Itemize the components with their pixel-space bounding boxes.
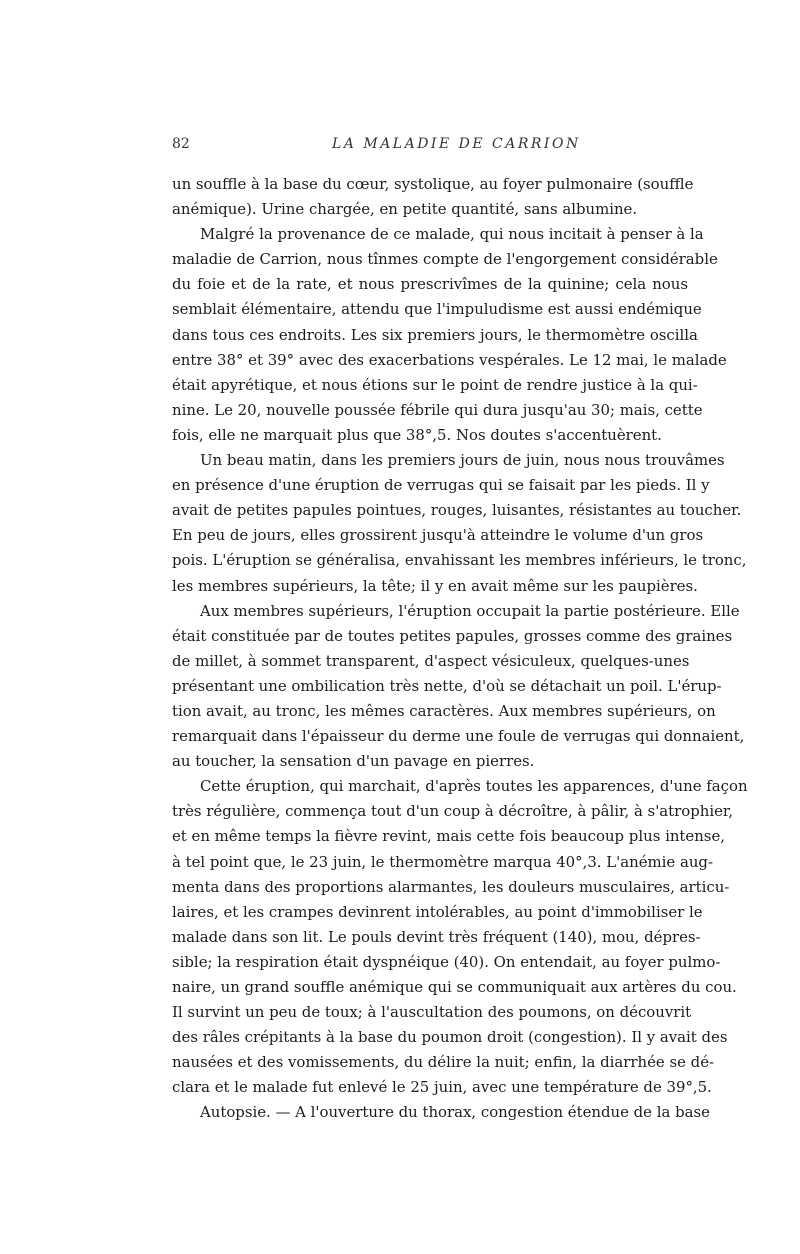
running-title: LA MALADIE DE CARRION: [332, 136, 581, 152]
text-line: était constituée par de toutes petites papules, grosses comme des graines: [172, 626, 733, 645]
text-line: En peu de jours, elles grossirent jusqu'à atteindre le volume d'un gros: [172, 526, 704, 545]
text-line: présentant une ombilication très nette, d'où se détachait un poil. L'érup-: [172, 676, 722, 695]
paragraph-start-line: Un beau matin, dans les premiers jours de juin, nous nous trouvâmes: [200, 451, 725, 470]
text-line: laires, et les crampes devinrent intolérables, au point d'immobiliser le: [172, 902, 703, 921]
paragraph-start-line: Malgré la provenance de ce malade, qui nous incitait à penser à la: [200, 225, 704, 244]
text-line: malade dans son lit. Le pouls devint très fréquent (140), mou, dépres-: [172, 927, 701, 946]
text-line: pois. L'éruption se généralisa, envahissant les membres inférieurs, le tronc,: [172, 551, 747, 570]
text-line: des râles crépitants à la base du poumon droit (congestion). Il y avait des: [172, 1028, 728, 1047]
text-line: et en même temps la fièvre revint, mais cette fois beaucoup plus intense,: [172, 827, 725, 846]
text-line: au toucher, la sensation d'un pavage en pierres.: [172, 752, 535, 771]
page-header: [172, 136, 688, 158]
text-line: remarquait dans l'épaisseur du derme une foule de verrugas qui donnaient,: [172, 727, 745, 746]
text-line: menta dans des proportions alarmantes, les douleurs musculaires, articu-: [172, 877, 730, 896]
text-line: un souffle à la base du cœur, systolique, au foyer pulmonaire (souffle: [172, 175, 694, 193]
text-line: de millet, à sommet transparent, d'aspect vésiculeux, quelques-unes: [172, 651, 690, 670]
text-line: était apyrétique, et nous étions sur le point de rendre justice à la qui-: [172, 375, 698, 394]
text-line: dans tous ces endroits. Les six premiers jours, le thermomètre oscilla: [172, 325, 698, 344]
text-line: maladie de Carrion, nous tînmes compte de l'engorgement considérable: [172, 250, 718, 269]
text-line: semblait élémentaire, attendu que l'impuludisme est aussi endémique: [172, 300, 702, 319]
text-line: anémique). Urine chargée, en petite quantité, sans albumine.: [172, 200, 638, 219]
text-line: avait de petites papules pointues, rouges, luisantes, résistantes au toucher.: [172, 501, 742, 520]
body-text: [172, 172, 748, 1126]
paragraph-start-line: Aux membres supérieurs, l'éruption occupait la partie postérieure. Elle: [200, 601, 740, 620]
text-line: nausées et des vomissements, du délire la nuit; enfin, la diarrhée se dé-: [172, 1053, 715, 1072]
paragraph-start-line: Cette éruption, qui marchait, d'après toutes les apparences, d'une façon: [200, 777, 748, 796]
text-line: entre 38° et 39° avec des exacerbations vespérales. Le 12 mai, le malade: [172, 350, 727, 369]
text-line: nine. Le 20, nouvelle poussée fébrile qui dura jusqu'au 30; mais, cette: [172, 400, 703, 419]
text-line: du foie et de la rate, et nous prescrivîmes de la quinine; cela nous: [172, 275, 688, 294]
text-line: à tel point que, le 23 juin, le thermomètre marqua 40°,3. L'anémie aug-: [172, 852, 713, 871]
text-line: en présence d'une éruption de verrugas qui se faisait par les pieds. Il y: [172, 476, 710, 495]
text-line: Il survint un peu de toux; à l'auscultation des poumons, on découvrit: [172, 1003, 692, 1022]
text-line: très régulière, commença tout d'un coup à décroître, à pâlir, à s'atrophier,: [172, 802, 734, 821]
page-number: 82: [172, 136, 190, 152]
text-line: sible; la respiration était dyspnéique (40). On entendait, au foyer pulmo-: [172, 952, 721, 971]
text-line: les membres supérieurs, la tête; il y en avait même sur les paupières.: [172, 576, 698, 595]
paragraph-start-line: Autopsie. — A l'ouverture du thorax, congestion étendue de la base: [200, 1103, 710, 1122]
text-line: tion avait, au tronc, les mêmes caractères. Aux membres supérieurs, on: [172, 701, 716, 720]
text-line: clara et le malade fut enlevé le 25 juin, avec une température de 39°,5.: [172, 1078, 712, 1097]
text-line: fois, elle ne marquait plus que 38°,5. Nos doutes s'accentuèrent.: [172, 425, 662, 444]
text-line: naire, un grand souffle anémique qui se communiquait aux artères du cou.: [172, 978, 737, 996]
